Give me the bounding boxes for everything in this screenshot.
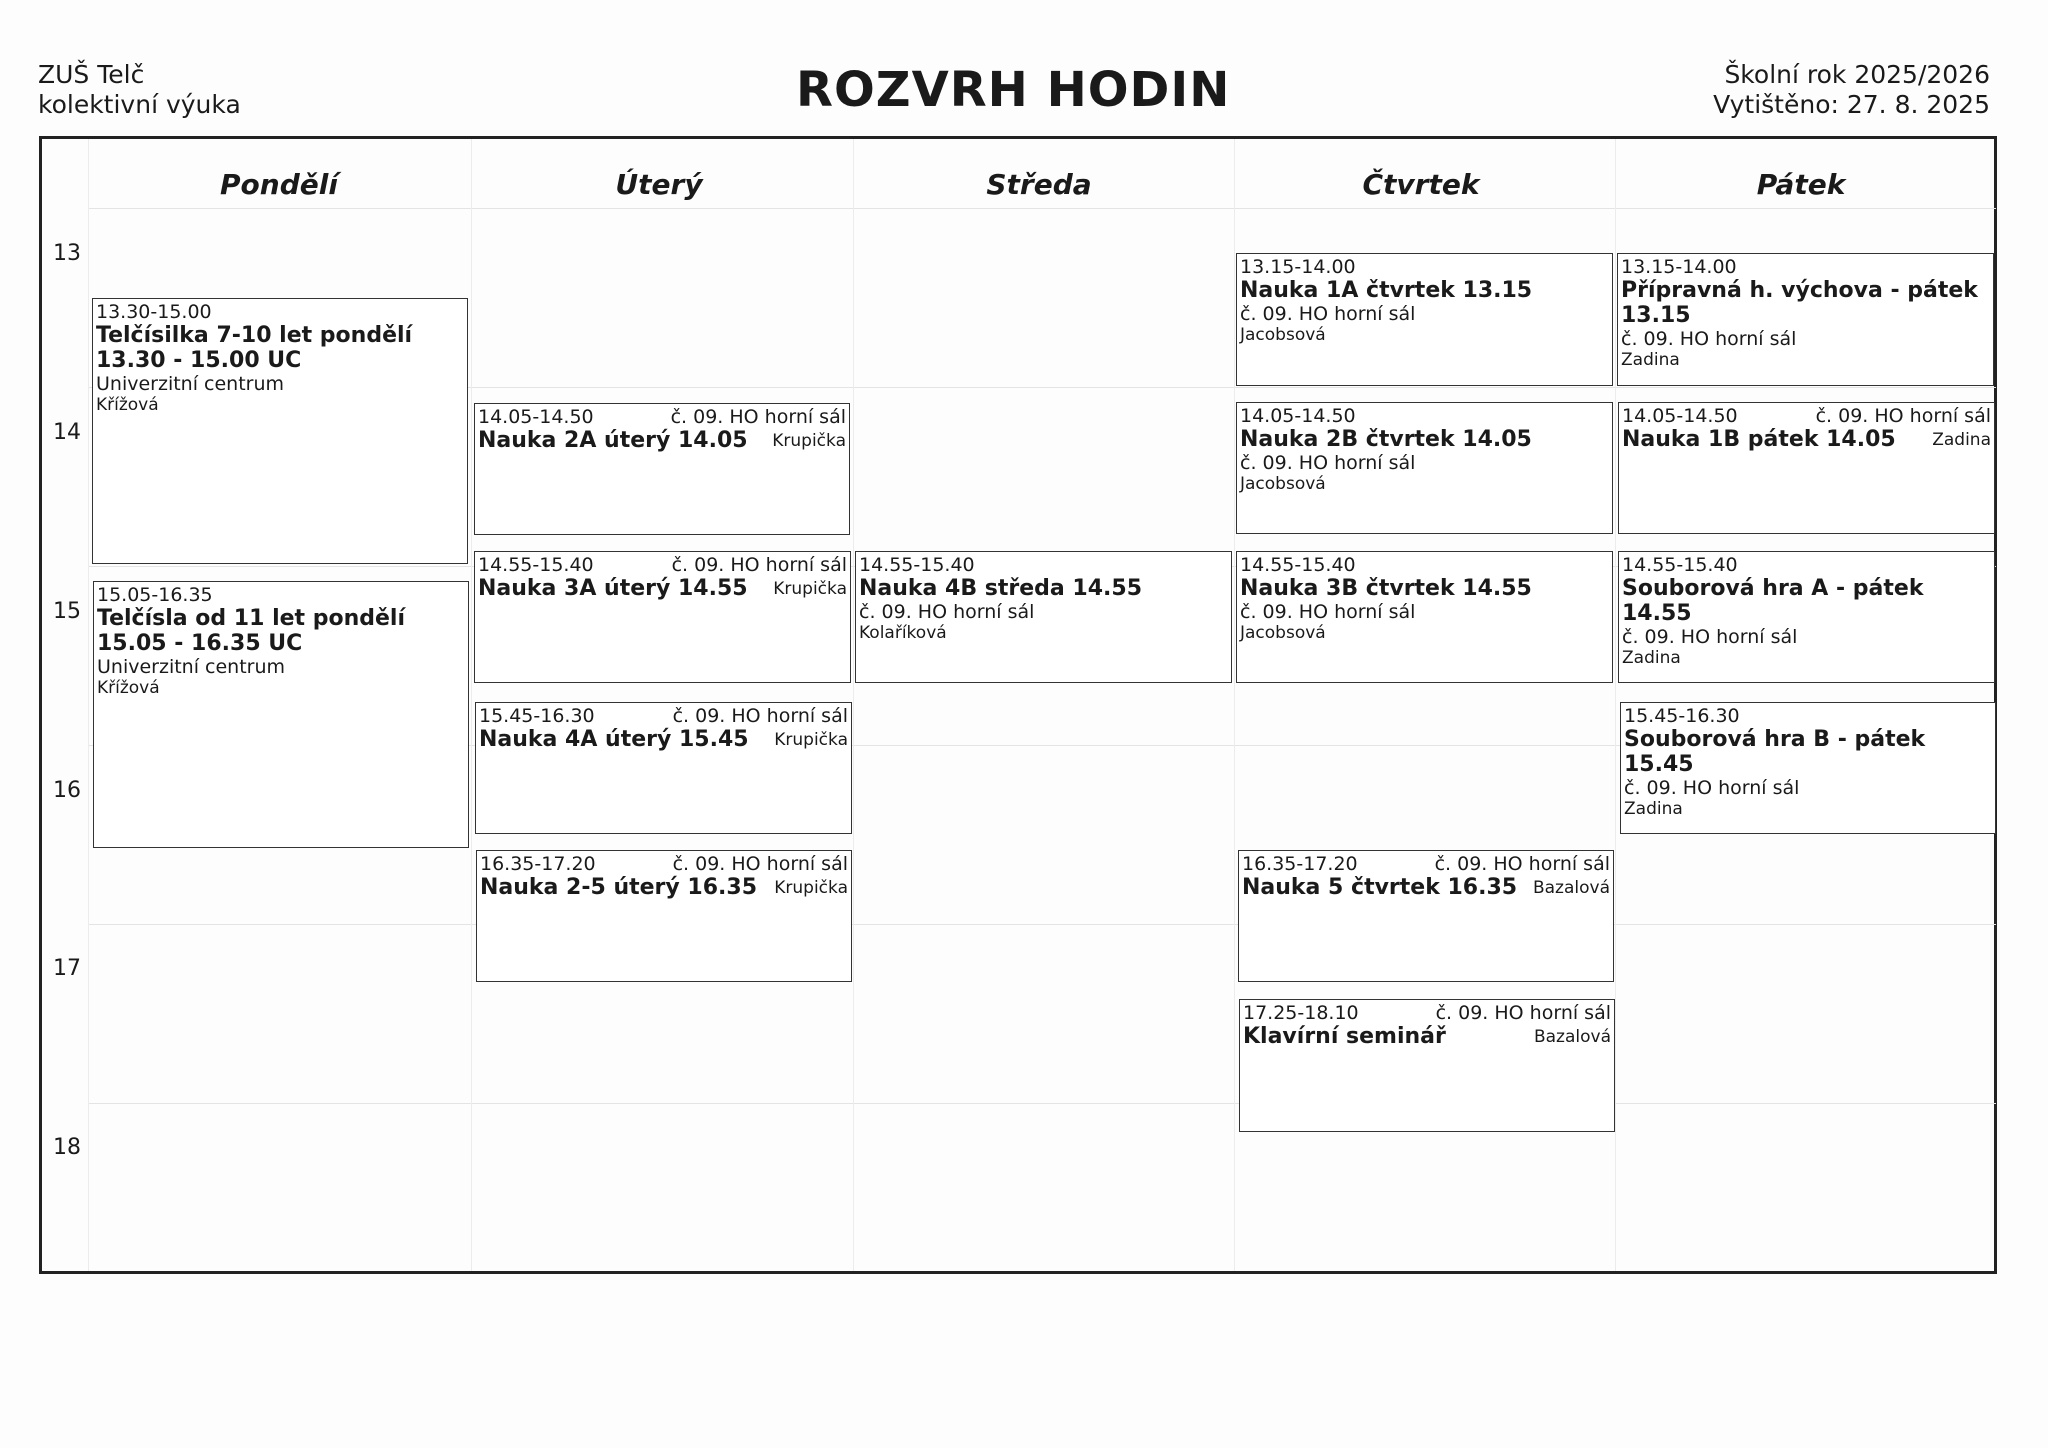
event-room: č. 09. HO horní sál [859,601,1035,623]
event-time: 14.05-14.50 [478,406,594,428]
event-teacher: Křížová [96,395,159,415]
event-room: č. 09. HO horní sál [1240,303,1416,325]
event-title: Nauka 2A úterý 14.05 [478,428,748,453]
grid-line [88,208,1996,209]
event-title: Souborová hra A - pátek 14.55 [1622,576,1924,626]
event-card[interactable] [1618,551,1995,683]
event-title: Nauka 3B čtvrtek 14.55 [1240,576,1532,601]
event-time: 14.55-15.40 [1622,554,1738,576]
day-header-wednesday: Středa [986,168,1092,201]
event-room: č. 09. HO horní sál [1435,1002,1611,1024]
event-teacher: Zadina [1621,350,1680,370]
event-card[interactable] [474,403,850,535]
school-name: ZUŠ Telč [38,60,145,89]
event-time: 14.55-15.40 [859,554,975,576]
event-title: Souborová hra B - pátek 15.45 [1624,727,1926,777]
event-room: č. 09. HO horní sál [1624,777,1800,799]
event-title: Nauka 2B čtvrtek 14.05 [1240,427,1532,452]
school-year: Školní rok 2025/2026 [1724,60,1990,89]
grid-line [88,139,89,1271]
grid-line [471,139,472,1271]
event-teacher: Zadina [1624,799,1683,819]
event-card[interactable] [1239,999,1615,1132]
event-room: č. 09. HO horní sál [1815,405,1991,427]
event-time: 15.45-16.30 [1624,705,1740,727]
event-teacher: Kolaříková [859,623,947,643]
event-room: č. 09. HO horní sál [1240,452,1416,474]
event-room: č. 09. HO horní sál [1621,328,1797,350]
event-time: 14.55-15.40 [478,554,594,576]
event-card[interactable] [92,298,468,564]
event-teacher: Krupička [773,579,847,599]
hour-label: 15 [53,599,81,624]
event-card[interactable] [1236,551,1613,683]
event-title: Nauka 3A úterý 14.55 [478,576,748,601]
hour-label: 14 [53,420,81,445]
event-teacher: Krupička [772,431,846,451]
event-card[interactable] [1618,402,1995,534]
grid-line [88,924,1996,925]
event-time: 13.15-14.00 [1621,256,1737,278]
event-time: 15.05-16.35 [97,584,213,606]
day-header-friday: Pátek [1756,168,1846,201]
event-room: Univerzitní centrum [96,373,285,395]
event-time: 13.15-14.00 [1240,256,1356,278]
event-time: 17.25-18.10 [1243,1002,1359,1024]
event-title: Telčísilka 7-10 let pondělí 13.30 - 15.00 UC [96,323,413,373]
event-title: Přípravná h. výchova - pátek 13.15 [1621,278,1978,328]
event-time: 14.05-14.50 [1622,405,1738,427]
printed-date: Vytištěno: 27. 8. 2025 [1713,90,1990,119]
hour-label: 17 [53,956,81,981]
event-title: Nauka 4A úterý 15.45 [479,727,749,752]
event-title: Nauka 4B středa 14.55 [859,576,1143,601]
event-card[interactable] [475,702,852,834]
hour-label: 13 [53,241,81,266]
event-room: č. 09. HO horní sál [1622,626,1798,648]
event-teacher: Zadina [1932,430,1991,450]
schedule-subtitle: kolektivní výuka [38,90,241,119]
event-card[interactable] [1620,702,1996,834]
event-card[interactable] [855,551,1232,683]
grid-line [1615,139,1616,1271]
event-time: 15.45-16.30 [479,705,595,727]
grid-line [853,139,854,1271]
event-title: Nauka 2-5 úterý 16.35 [480,875,757,900]
event-title: Nauka 1B pátek 14.05 [1622,427,1896,452]
event-card[interactable] [1236,253,1613,386]
event-card[interactable] [474,551,851,683]
event-card[interactable] [1238,850,1614,982]
event-teacher: Bazalová [1533,1027,1611,1047]
event-card[interactable] [476,850,852,982]
event-teacher: Jacobsová [1240,474,1326,494]
event-time: 14.55-15.40 [1240,554,1356,576]
event-time: 13.30-15.00 [96,301,212,323]
event-room: č. 09. HO horní sál [672,705,848,727]
event-time: 14.05-14.50 [1240,405,1356,427]
event-title: Nauka 5 čtvrtek 16.35 [1242,875,1518,900]
event-card[interactable] [93,581,469,848]
event-title: Klavírní seminář [1243,1024,1446,1049]
hour-label: 18 [53,1135,81,1160]
event-teacher: Jacobsová [1240,623,1326,643]
header-left [38,60,241,120]
grid-line [1234,139,1235,1271]
event-room: č. 09. HO horní sál [672,853,848,875]
event-room: č. 09. HO horní sál [1240,601,1416,623]
page-title: ROZVRH HODIN [796,62,1231,118]
hour-label: 16 [53,778,81,803]
event-teacher: Jacobsová [1240,325,1326,345]
event-time: 16.35-17.20 [480,853,596,875]
event-room: č. 09. HO horní sál [670,406,846,428]
event-time: 16.35-17.20 [1242,853,1358,875]
event-teacher: Krupička [774,878,848,898]
event-title: Telčísla od 11 let pondělí 15.05 - 16.35 UC [97,606,405,656]
event-teacher: Bazalová [1532,878,1610,898]
event-room: č. 09. HO horní sál [1434,853,1610,875]
event-card[interactable] [1236,402,1613,534]
day-header-thursday: Čtvrtek [1362,168,1480,201]
event-teacher: Zadina [1622,648,1681,668]
event-teacher: Křížová [97,678,160,698]
event-room: č. 09. HO horní sál [671,554,847,576]
event-card[interactable] [1617,253,1994,386]
header-right [1713,60,1990,120]
day-header-monday: Pondělí [220,168,338,201]
event-title: Nauka 1A čtvrtek 13.15 [1240,278,1533,303]
day-header-tuesday: Úterý [615,168,703,201]
event-room: Univerzitní centrum [97,656,286,678]
grid-line [88,1103,1996,1104]
event-teacher: Krupička [774,730,848,750]
